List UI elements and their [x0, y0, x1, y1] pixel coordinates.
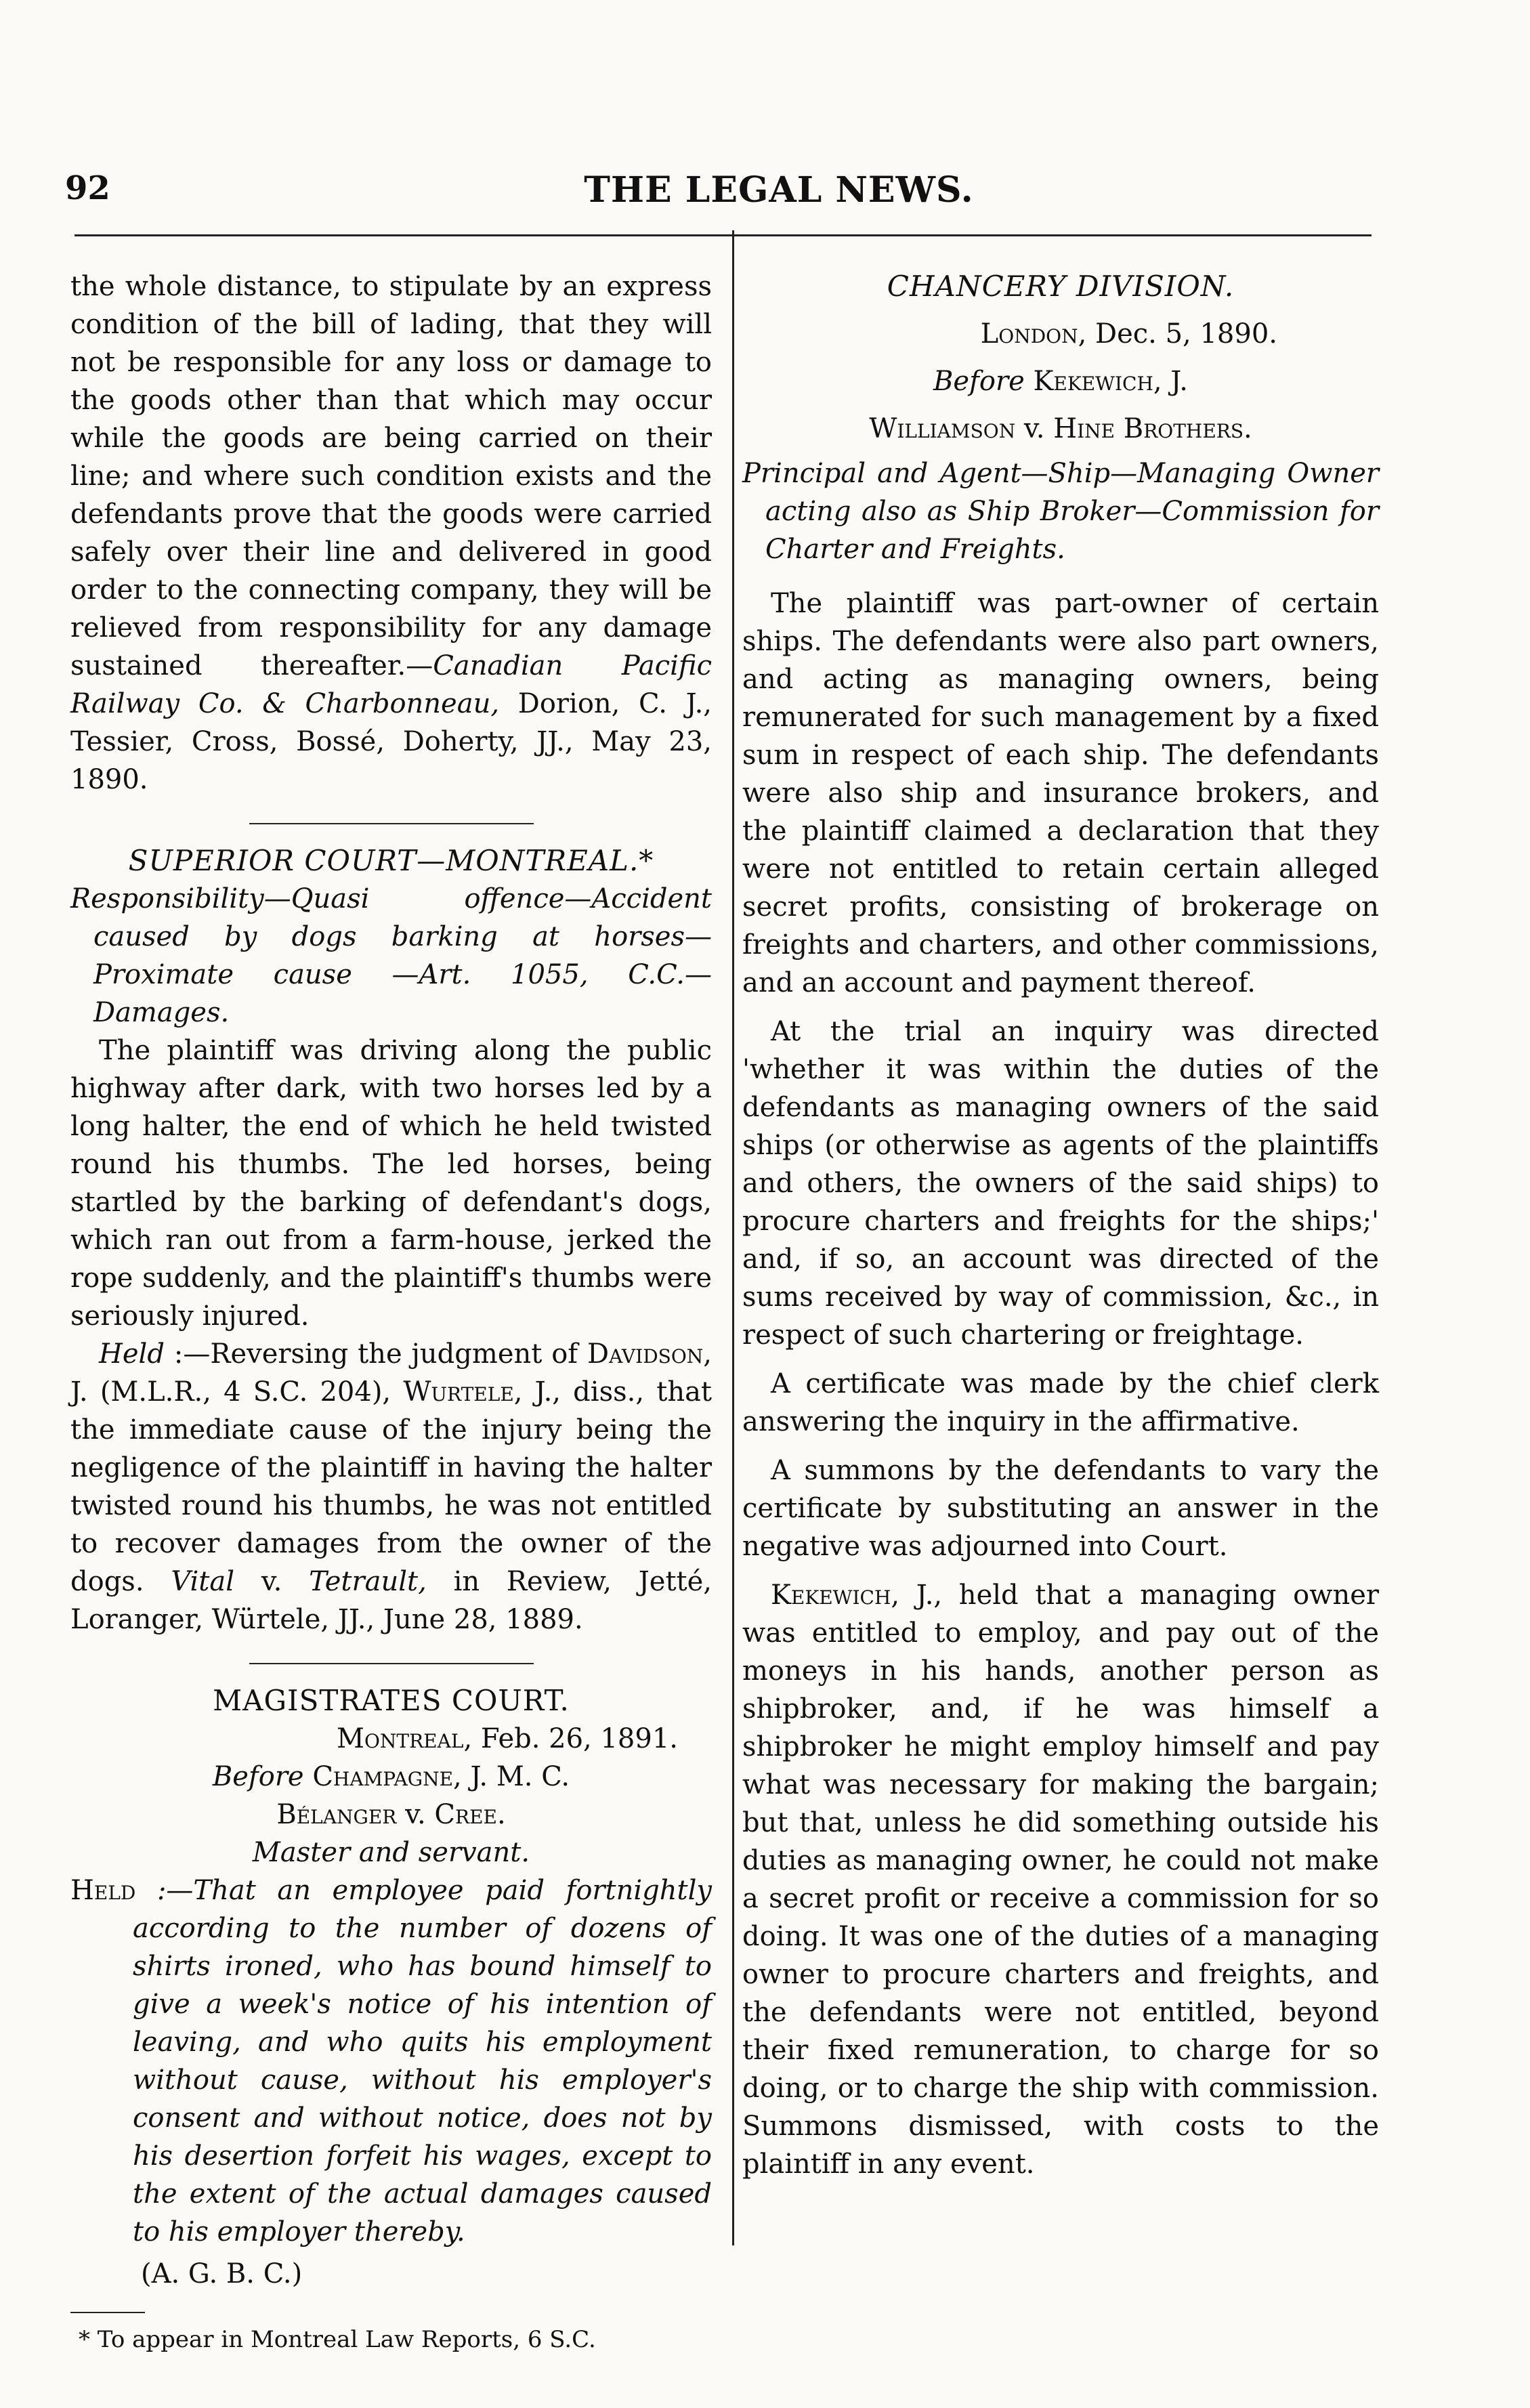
footnote-rule — [70, 2312, 145, 2313]
place: Montreal — [337, 1723, 464, 1754]
judge-name: Champagne — [312, 1761, 454, 1792]
held-text: , J., diss., that the immediate cause of the injury being the negligence of the plaintiff in having the halter twisted round his thumbs, he was not entitled to recover damages from the owner of the dogs. — [70, 1376, 712, 1597]
continued-paragraph — [70, 268, 712, 799]
punctuation: . — [1244, 413, 1252, 444]
versus: v. — [396, 1799, 435, 1830]
parties-line — [742, 410, 1379, 448]
held-text: , J. (M.L.R., 4 S.C. 204), — [70, 1338, 712, 1408]
paragraph-text: the whole distance, to stipulate by an express condition of the bill of lading, that they will not be responsible for any loss or damage to the goods other than that which may occur while the goods are being carried on their line; and where such condition exists and the defendants prove that the goods were carried safely over their line and delivered in good order to the connecting company, they will be relieved from responsibility for any damage sustained thereafter.— — [70, 271, 712, 681]
judge-name: Kekewich — [1033, 366, 1153, 397]
versus: v. — [1015, 413, 1054, 444]
summons-paragraph: A summons by the defendants to vary the certificate by substituting an answer in the negative was adjourned into Court. — [742, 1455, 1379, 1562]
held-paragraph — [70, 1335, 712, 1639]
before-line — [742, 362, 1379, 400]
running-head: THE LEGAL NEWS. — [584, 169, 974, 211]
party-name: Bélanger — [276, 1799, 397, 1830]
left-column — [70, 268, 712, 2355]
held-label: Held — [99, 1338, 165, 1370]
held-label: Held — [70, 1875, 136, 1906]
date: , Dec. 5, 1890. — [1078, 318, 1277, 350]
section-rule — [249, 1663, 534, 1664]
subject-line: Master and servant. — [252, 1837, 530, 1868]
parties-line — [70, 1796, 712, 1834]
reporter-initials: (A. G. B. C.) — [141, 2258, 303, 2289]
judgment-paragraph — [742, 1576, 1379, 2183]
section-rule — [249, 823, 534, 824]
section-heading-superior-court: SUPERIOR COURT—MONTREAL.* — [128, 844, 654, 877]
judge-title: , J. M. C. — [453, 1761, 570, 1792]
section-heading-magistrates-court: MAGISTRATES COURT. — [213, 1684, 570, 1717]
before-label: Before — [933, 366, 1025, 397]
right-column — [742, 268, 1379, 2183]
party-name: Cree — [434, 1799, 497, 1830]
judge-title: , J. — [1153, 366, 1188, 397]
date: , Feb. 26, 1891. — [463, 1723, 678, 1754]
before-line — [70, 1758, 712, 1796]
judge-name: Kekewich — [771, 1580, 891, 1611]
certificate-paragraph: A certificate was made by the chief clerk answering the inquiry in the affirmative. — [742, 1368, 1379, 1437]
party-name: Hine Brothers — [1053, 413, 1244, 444]
place-date — [742, 315, 1379, 353]
case-name: Vital — [171, 1566, 235, 1597]
header-rule — [75, 234, 1372, 236]
trial-paragraph: At the trial an inquiry was directed 'whether it was within the duties of the defendants as managing owners of the said ships (or otherwise as agents of the plaintiffs and others, the owners of the said ships) to procure charters and freights for the ships;' and, if so, an account was directed of the sums received by way of commission, &c., in respect of such chartering or freightage. — [742, 1016, 1379, 1351]
place-date — [70, 1720, 712, 1758]
judgment-text: , J., held that a managing owner was entitled to employ, and pay out of the moneys in his hands, another person as shipbroker, and, if he was himself a shipbroker he might employ himself and pay what was necessary for making the bargain; but that, unless he did something outside his duties as managing owner, he could not make a secret profit or receive a commission for so doing. It was one of the duties of a managing owner to procure charters and freights, and the defendants were not entitled, beyond their fixed remuneration, to charge for so doing, or to charge the ship with commission. Summons dismissed, with costs to the plaintiff in any event. — [742, 1580, 1379, 2180]
citation-text: Dorion, C. J., Tessier, Cross, Bossé, Doherty, JJ., May 23, 1890. — [70, 688, 712, 795]
case-name: Tetrault, — [309, 1566, 427, 1597]
section-heading-chancery: CHANCERY DIVISION. — [887, 270, 1235, 303]
held-text: :—Reversing the judgment of — [164, 1338, 588, 1370]
footnote: * To appear in Montreal Law Reports, 6 S.C. — [79, 2326, 596, 2353]
column-divider — [732, 230, 734, 2245]
versus: v. — [234, 1566, 310, 1597]
citation-text: in Review, Jetté, Loranger, Würtele, JJ., June 28, 1889. — [70, 1566, 713, 1635]
judge-name: Davidson — [587, 1338, 704, 1370]
punctuation: . — [496, 1799, 506, 1830]
judge-name: Wurtele — [403, 1376, 514, 1408]
held-text: :—That an employee paid fortnightly according to the number of dozens of shirts ironed, who has bound himself to give a week's notice of his intention of leaving, and who quits his employment without cause, without his employer's consent and without notice, does not by his desertion forfeit his wages, except to the extent of the actual damages caused to his employer thereby. — [133, 1875, 712, 2247]
held-paragraph — [70, 1872, 712, 2251]
page-number: 92 — [65, 169, 110, 207]
facts-paragraph: The plaintiff was driving along the public highway after dark, with two horses led by a long halter, the end of which he held twisted round his thumbs. The led horses, being startled by the barking of defendant's dogs, which ran out from a farm-house, jerked the rope suddenly, and the plaintiff's thumbs were seriously injured. — [70, 1035, 712, 1332]
catchwords: Responsibility—Quasi offence—Accident caused by dogs barking at horses—Proximate cause —Art. 1055, C.C.—Damages. — [70, 883, 712, 1028]
catchwords: Principal and Agent—Ship—Managing Owner acting also as Ship Broker—Commission for Charter and Freights. — [742, 458, 1379, 565]
place: London — [980, 318, 1078, 350]
facts-paragraph: The plaintiff was part-owner of certain ships. The defendants were also part owners, and acting as managing owners, being remunerated for such management by a fixed sum in respect of each ship. The defendants were also ship and insurance brokers, and the plaintiff claimed a declaration that they were not entitled to retain certain alleged secret profits, consisting of brokerage on freights and charters, and other commissions, and an account and payment thereof. — [742, 588, 1379, 998]
case-name: Canadian Pacific Railway Co. & Charbonneau, — [70, 650, 712, 719]
party-name: Williamson — [869, 413, 1016, 444]
before-label: Before — [212, 1761, 304, 1792]
